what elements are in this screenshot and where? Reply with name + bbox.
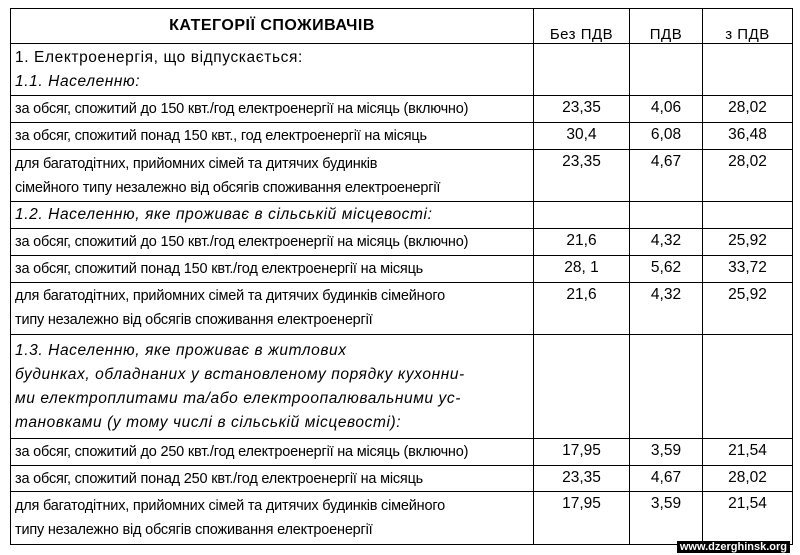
category-cell-line: для багатодітних, прийомних сімей та дитячих будинків — [15, 155, 378, 172]
price-with-vat: 36,48 — [703, 123, 793, 150]
category-cell — [11, 149, 534, 201]
category-cell-line: за обсяг, спожитий до 250 квт./год електроенергії на місяць (включно) — [15, 443, 469, 460]
empty-cell — [534, 44, 630, 96]
header-with-vat: з ПДВ — [703, 9, 793, 44]
price-with-vat: 21,54 — [703, 492, 793, 545]
subsection-title: 1.1. Населенню: — [15, 72, 141, 90]
empty-cell — [703, 202, 793, 229]
table-row — [11, 229, 793, 256]
subsection-title-line: ми електроплитами та/або електроопалювальними ус- — [15, 389, 462, 407]
vat-amount: 5,62 — [630, 255, 703, 282]
table-row — [11, 255, 793, 282]
price-with-vat: 33,72 — [703, 255, 793, 282]
table-row — [11, 492, 793, 545]
price-without-vat: 21,6 — [534, 282, 630, 334]
vat-amount: 6,08 — [630, 123, 703, 150]
table-row — [11, 96, 793, 123]
table-row — [11, 123, 793, 150]
price-with-vat: 21,54 — [703, 438, 793, 465]
site-watermark: www.dzerghinsk.org — [677, 541, 790, 553]
price-without-vat: 28, 1 — [534, 255, 630, 282]
subsection-title — [11, 335, 534, 439]
empty-cell — [703, 44, 793, 96]
section-title-cell — [11, 44, 534, 96]
category-cell-line: за обсяг, спожитий понад 150 квт., год електроенергії на місяць — [15, 128, 427, 145]
category-cell-line: типу незалежно від обсягів споживання електроенергії — [15, 312, 373, 329]
subsection-title-row — [11, 335, 793, 439]
header-category: КАТЕГОРІЇ СПОЖИВАЧІВ — [11, 9, 534, 44]
category-cell-line: типу незалежно від обсягів споживання електроенергії — [15, 522, 373, 539]
header-without-vat: Без ПДВ — [534, 9, 630, 44]
empty-cell — [534, 335, 630, 439]
section-title-row — [11, 44, 793, 96]
price-without-vat: 23,35 — [534, 465, 630, 492]
header-vat: ПДВ — [630, 9, 703, 44]
table-row — [11, 438, 793, 465]
subsection-title-line: 1.3. Населенню, яке проживає в житлових — [15, 341, 347, 359]
category-cell — [11, 229, 534, 256]
price-with-vat: 28,02 — [703, 465, 793, 492]
category-cell — [11, 123, 534, 150]
price-with-vat: 28,02 — [703, 149, 793, 201]
price-with-vat: 25,92 — [703, 229, 793, 256]
tariff-table — [10, 8, 793, 545]
category-cell — [11, 492, 534, 545]
category-cell — [11, 438, 534, 465]
price-with-vat: 28,02 — [703, 96, 793, 123]
price-without-vat: 21,6 — [534, 229, 630, 256]
category-cell — [11, 282, 534, 334]
vat-amount: 4,67 — [630, 149, 703, 201]
vat-amount: 4,32 — [630, 282, 703, 334]
empty-cell — [703, 335, 793, 439]
category-cell — [11, 96, 534, 123]
empty-cell — [630, 202, 703, 229]
section-title: 1. Електроенергія, що відпускається: — [15, 48, 303, 66]
table-row — [11, 465, 793, 492]
category-cell-line: за обсяг, спожитий понад 250 квт./год електроенергії на місяць — [15, 470, 424, 487]
vat-amount: 3,59 — [630, 438, 703, 465]
category-cell — [11, 255, 534, 282]
category-cell-line: за обсяг, спожитий понад 150 квт./год електроенергії на місяць — [15, 260, 424, 277]
price-without-vat: 23,35 — [534, 149, 630, 201]
tariff-table-container — [10, 8, 792, 545]
subsection-title-line: будинках, обладнаних у встановленому порядку кухонни- — [15, 365, 465, 383]
price-with-vat: 25,92 — [703, 282, 793, 334]
header-row — [11, 9, 793, 44]
vat-amount: 4,06 — [630, 96, 703, 123]
table-row — [11, 149, 793, 201]
table-row — [11, 282, 793, 334]
category-cell-line: для багатодітних, прийомних сімей та дитячих будинків сімейного — [15, 498, 445, 515]
vat-amount: 4,67 — [630, 465, 703, 492]
category-cell-line: за обсяг, спожитий до 150 квт./год електроенергії на місяць (включно) — [15, 101, 469, 118]
subsection-title-row — [11, 202, 793, 229]
subsection-title-line: тановками (у тому числі в сільській місцевості): — [15, 413, 402, 431]
price-without-vat: 17,95 — [534, 492, 630, 545]
vat-amount: 3,59 — [630, 492, 703, 545]
category-cell-line: сімейного типу незалежно від обсягів споживання електроенергії — [15, 179, 441, 196]
category-cell — [11, 465, 534, 492]
empty-cell — [630, 335, 703, 439]
vat-amount: 4,32 — [630, 229, 703, 256]
subsection-title: 1.2. Населенню, яке проживає в сільській місцевості: — [11, 202, 534, 229]
category-cell-line: для багатодітних, прийомних сімей та дитячих будинків сімейного — [15, 288, 445, 305]
price-without-vat: 23,35 — [534, 96, 630, 123]
empty-cell — [630, 44, 703, 96]
price-without-vat: 30,4 — [534, 123, 630, 150]
empty-cell — [534, 202, 630, 229]
category-cell-line: за обсяг, спожитий до 150 квт./год електроенергії на місяць (включно) — [15, 234, 469, 251]
price-without-vat: 17,95 — [534, 438, 630, 465]
